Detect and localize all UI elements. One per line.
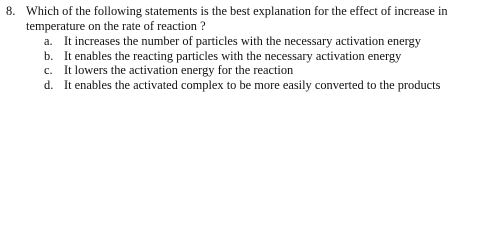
option-c xyxy=(44,63,496,78)
option-b xyxy=(44,49,496,64)
option-d xyxy=(44,78,496,93)
option-letter: d. xyxy=(44,77,54,92)
question-block xyxy=(6,4,496,92)
option-text: It lowers the activation energy for the reaction xyxy=(64,63,294,77)
option-letter: b. xyxy=(44,48,54,63)
option-letter: c. xyxy=(44,63,53,77)
option-text: It increases the number of particles with the necessary activation energy xyxy=(64,34,421,48)
answer-options xyxy=(44,34,496,92)
question-number: 8. xyxy=(6,4,16,18)
option-letter: a. xyxy=(44,34,53,48)
option-text: It enables the reacting particles with the necessary activation energy xyxy=(64,48,402,63)
option-text: It enables the activated complex to be more easily converted to the products xyxy=(64,77,441,92)
question-text-line-2: temperature on the rate of reaction ? xyxy=(26,18,206,33)
option-a xyxy=(44,34,496,49)
question-text-line-1: Which of the following statements is the best explanation for the effect of increase in xyxy=(26,4,448,18)
question-stem xyxy=(6,4,496,33)
question-text xyxy=(26,4,496,33)
